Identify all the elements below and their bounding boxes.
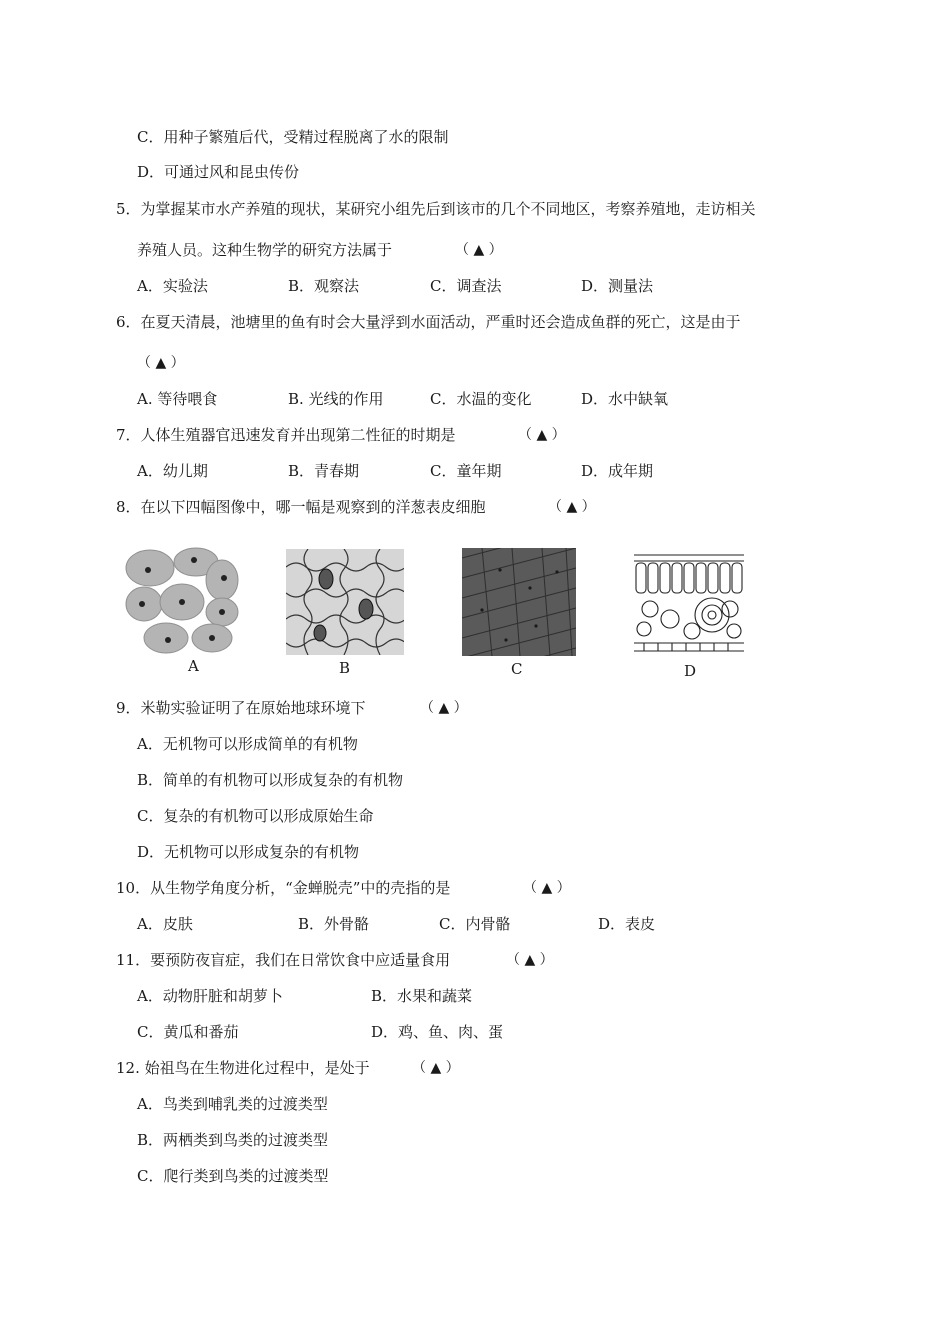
figure-b-leaf-epidermis <box>286 549 404 655</box>
q12-answer-blank: （ ▲ ） <box>412 1060 460 1076</box>
figure-c-label: C <box>511 660 523 678</box>
q5-answer-blank: （ ▲ ） <box>455 242 503 258</box>
q5-option-b: B．观察法 <box>288 277 360 295</box>
q10-stem: 10．从生物学角度分析，“金蝉脱壳”中的壳指的是 <box>116 879 451 897</box>
q7-option-d: D．成年期 <box>581 462 654 480</box>
q5-stem: 5．为掌握某市水产养殖的现状，某研究小组先后到该市的几个不同地区，考察养殖地，走访相关 <box>116 200 756 218</box>
q7-stem: 7．人体生殖器官迅速发育并出现第二性征的时期是 <box>116 426 456 444</box>
q9-option-b: B．简单的有机物可以形成复杂的有机物 <box>137 771 404 789</box>
q11-option-b: B．水果和蔬菜 <box>371 987 473 1005</box>
q8-answer-blank: （ ▲ ） <box>548 499 596 515</box>
q6-answer-blank: （ ▲ ） <box>137 355 185 371</box>
q6-option-b: B. 光线的作用 <box>288 390 384 408</box>
q9-option-d: D．无机物可以形成复杂的有机物 <box>137 843 360 861</box>
q7-option-c: C．童年期 <box>430 462 502 480</box>
q4-option-c: C．用种子繁殖后代，受精过程脱离了水的限制 <box>137 128 449 146</box>
q9-answer-blank: （ ▲ ） <box>420 700 468 716</box>
q5-option-c: C．调查法 <box>430 277 502 295</box>
q7-answer-blank: （ ▲ ） <box>518 427 566 443</box>
figure-b-label: B <box>339 659 351 677</box>
q12-option-b: B．两栖类到鸟类的过渡类型 <box>137 1131 329 1149</box>
figure-d-leaf-cross-section <box>630 549 748 657</box>
q11-option-a: A．动物肝脏和胡萝卜 <box>137 987 283 1005</box>
q7-option-b: B．青春期 <box>288 462 360 480</box>
q5-stem-cont: 养殖人员。这种生物学的研究方法属于 <box>137 241 393 259</box>
q10-option-d: D．表皮 <box>598 915 656 933</box>
q9-option-a: A．无机物可以形成简单的有机物 <box>137 735 358 753</box>
q9-option-c: C．复杂的有机物可以形成原始生命 <box>137 807 374 825</box>
q8-stem: 8．在以下四幅图像中，哪一幅是观察到的洋葱表皮细胞 <box>116 498 486 516</box>
q10-option-a: A．皮肤 <box>137 915 193 933</box>
q6-stem: 6．在夏天清晨，池塘里的鱼有时会大量浮到水面活动，严重时还会造成鱼群的死亡，这是由于 <box>116 313 741 331</box>
figure-c-onion-epidermis <box>462 548 576 656</box>
q6-option-d: D．水中缺氧 <box>581 390 669 408</box>
q12-option-a: A．鸟类到哺乳类的过渡类型 <box>137 1095 328 1113</box>
figure-d-label: D <box>684 662 697 680</box>
q4-option-d: D．可通过风和昆虫传份 <box>137 163 300 181</box>
q11-option-d: D．鸡、鱼、肉、蛋 <box>371 1023 504 1041</box>
q6-option-c: C．水温的变化 <box>430 390 532 408</box>
q10-option-c: C．内骨骼 <box>439 915 511 933</box>
q12-option-c: C．爬行类到鸟类的过渡类型 <box>137 1167 329 1185</box>
q10-option-b: B．外骨骼 <box>298 915 370 933</box>
q11-option-c: C．黄瓜和番茄 <box>137 1023 239 1041</box>
q7-option-a: A．幼儿期 <box>137 462 208 480</box>
q12-stem: 12. 始祖鸟在生物进化过程中，是处于 <box>116 1059 370 1077</box>
q9-stem: 9．米勒实验证明了在原始地球环境下 <box>116 699 366 717</box>
q10-answer-blank: （ ▲ ） <box>523 880 571 896</box>
q11-answer-blank: （ ▲ ） <box>506 952 554 968</box>
figure-a-rounded-cells <box>122 546 240 656</box>
q6-option-a: A. 等待喂食 <box>137 390 218 408</box>
figure-a-label: A <box>188 657 199 675</box>
q11-stem: 11．要预防夜盲症，我们在日常饮食中应适量食用 <box>116 951 451 969</box>
q5-option-d: D．测量法 <box>581 277 654 295</box>
q5-option-a: A．实验法 <box>137 277 208 295</box>
